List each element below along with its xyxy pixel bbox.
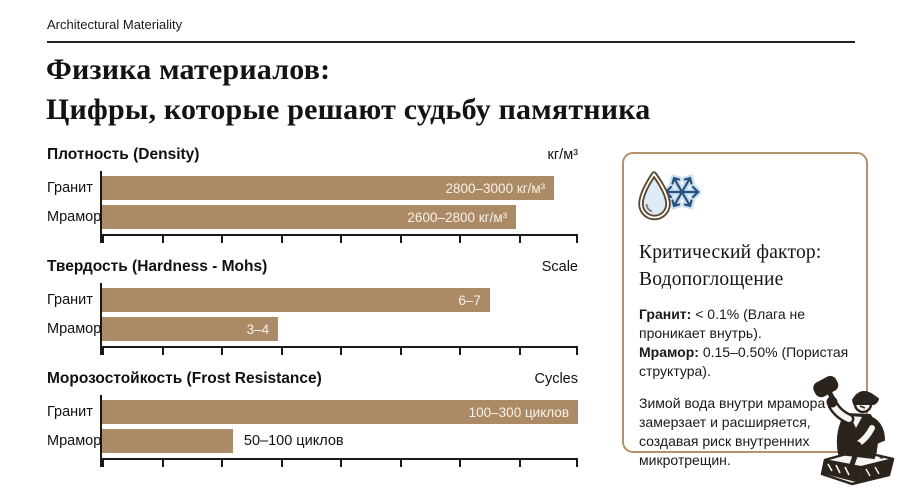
axis-tick [162, 346, 164, 355]
marble-label: Мрамор: [639, 343, 699, 360]
chart-plot [100, 283, 578, 355]
axis-tick [221, 234, 223, 243]
granite-label: Гранит: [639, 305, 692, 322]
axis-tick [281, 458, 283, 467]
axis-tick [221, 458, 223, 467]
value-bar [102, 429, 233, 453]
chart-body [47, 171, 578, 243]
axis-tick [281, 346, 283, 355]
chart-unit-label: Cycles [534, 371, 578, 387]
chart-unit-label: кг/м³ [547, 147, 578, 163]
bar-chart-section [47, 370, 578, 467]
chart-category-labels [47, 171, 100, 243]
axis-tick [459, 458, 461, 467]
bar-row [102, 288, 578, 312]
axis-tick [281, 234, 283, 243]
chart-unit-label: Scale [541, 259, 578, 275]
chart-header [47, 146, 578, 164]
axis-tick [221, 346, 223, 355]
bar-row [102, 205, 578, 229]
chart-axis [102, 346, 578, 348]
page-title-line1: Физика материалов: [46, 53, 331, 86]
axis-tick [576, 234, 578, 243]
bar-chart-section [47, 146, 578, 243]
chart-axis [102, 458, 578, 460]
page-title-line2: Цифры, которые решают судьбу памятника [46, 92, 651, 126]
bar-row [102, 176, 578, 200]
header-rule [47, 41, 855, 43]
value-bar [102, 400, 578, 424]
granite-value: < 0.1% (Влага не проникает внутрь). [639, 305, 806, 341]
eyebrow-label: Architectural Materiality [47, 17, 183, 32]
bar-row [102, 400, 578, 424]
axis-tick [102, 458, 104, 467]
category-label: Мрамор [47, 209, 102, 225]
category-label: Гранит [47, 292, 93, 308]
bar-value-label: 2800–3000 кг/м³ [445, 180, 546, 196]
bar-value-label: 2600–2800 кг/м³ [407, 209, 508, 225]
chart-category-labels [47, 395, 100, 467]
card-title-line1: Критический фактор: [639, 242, 822, 263]
chart-title: Морозостойкость (Frost Resistance) [47, 370, 322, 387]
chart-plot [100, 171, 578, 243]
card-title [639, 239, 851, 294]
category-label: Мрамор [47, 321, 102, 337]
axis-tick [102, 346, 104, 355]
chart-header [47, 370, 578, 388]
axis-tick [459, 346, 461, 355]
axis-tick [340, 234, 342, 243]
marble-value: 0.15–0.50% (Пористая структура). [639, 343, 849, 379]
card-title-line2: Водопоглощение [639, 269, 784, 291]
axis-tick [576, 458, 578, 467]
chart-title: Плотность (Density) [47, 146, 200, 163]
bar-chart-section [47, 258, 578, 355]
chart-category-labels [47, 283, 100, 355]
axis-tick [519, 458, 521, 467]
chart-axis [102, 234, 578, 236]
bar-row [102, 429, 578, 453]
card-note: Зимой вода внутри мрамора замерзает и расширяется, создавая риск внутренних микротрещин. [639, 394, 826, 468]
category-label: Гранит [47, 404, 93, 420]
value-bar [102, 205, 516, 229]
bar-value-label: 100–300 циклов [468, 404, 569, 420]
value-bar [102, 176, 554, 200]
axis-tick [340, 346, 342, 355]
chart-title: Твердость (Hardness - Mohs) [47, 258, 268, 275]
axis-tick [400, 234, 402, 243]
bar-value-label: 6–7 [458, 292, 481, 308]
axis-tick [576, 346, 578, 355]
category-label: Мрамор [47, 433, 102, 449]
chart-body [47, 395, 578, 467]
value-bar [102, 288, 490, 312]
axis-tick [459, 234, 461, 243]
axis-tick [400, 458, 402, 467]
bar-row [102, 317, 578, 341]
axis-tick [400, 346, 402, 355]
charts-column [47, 146, 578, 482]
stonemason-illustration [804, 370, 900, 488]
axis-tick [340, 458, 342, 467]
water-drop-snowflake-icon [637, 168, 701, 226]
chart-body [47, 283, 578, 355]
axis-tick [519, 346, 521, 355]
axis-tick [162, 458, 164, 467]
value-bar [102, 317, 278, 341]
axis-tick [519, 234, 521, 243]
chart-plot [100, 395, 578, 467]
category-label: Гранит [47, 180, 93, 196]
axis-tick [162, 234, 164, 243]
bar-value-label: 3–4 [246, 321, 270, 337]
page-title [46, 50, 650, 130]
bar-value-label: 50–100 циклов [243, 433, 344, 449]
axis-tick [102, 234, 104, 243]
chart-header [47, 258, 578, 276]
